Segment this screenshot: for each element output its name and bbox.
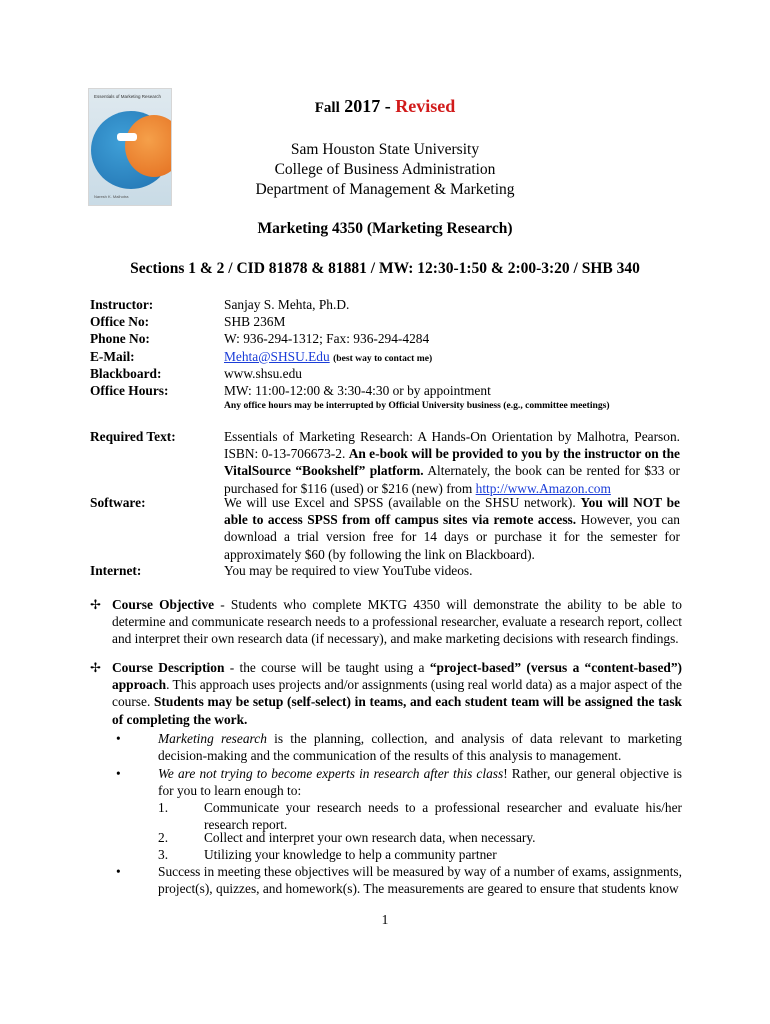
star-bullet-icon: ✢: [90, 660, 101, 675]
course-objective-body: [112, 596, 682, 648]
software-text-1: We will use Excel and SPSS (available on the SHSU network).: [224, 495, 576, 510]
item-number: 2.: [158, 830, 169, 845]
list-item-body: is the planning, collection, and analysis of data relevant to marketing decision-making and the communication of the results of this analysis to management.: [158, 731, 682, 764]
software-text-2: However, you can download a trial version free for 14 days or purchase it for the semester for approximately $60 (by following the link on Blackboard).: [224, 512, 680, 562]
semester-label: Fall: [314, 100, 340, 116]
phone-value: W: 936-294-1312; Fax: 936-294-4284: [224, 331, 430, 347]
bullet-dot-icon: •: [116, 766, 121, 781]
department-name: Department of Management & Marketing: [255, 181, 515, 198]
cover-title: Essentials of Marketing Research: [94, 94, 162, 99]
course-title: Marketing 4350 (Marketing Research): [257, 220, 513, 237]
internet-label: Internet:: [90, 563, 142, 578]
course-objective-title: Course Objective: [112, 597, 215, 612]
instructor-value: Sanjay S. Mehta, Ph.D.: [224, 297, 350, 312]
hours-note: Any office hours may be interrupted by Official University business (e.g., committee meetings): [224, 400, 610, 412]
office-value: SHB 236M: [224, 314, 286, 330]
course-description-text-2: . This approach uses projects and/or assignments (using real world data) as a major aspect of the course.: [112, 677, 682, 710]
course-description-title: Course Description: [112, 660, 225, 675]
college-name: College of Business Administration: [274, 161, 496, 178]
amazon-link[interactable]: http://www.Amazon.com: [475, 480, 611, 496]
instructor-label: Instructor:: [90, 297, 154, 312]
software-label: Software:: [90, 495, 146, 510]
course-description-body: [112, 659, 682, 728]
numbered-item-text: Utilizing your knowledge to help a community partner: [204, 847, 497, 862]
list-item-body: ! Rather, our general objective is for you to learn enough to:: [158, 766, 682, 799]
ebook-notice: An e-book will be provided to you by the instructor on the VitalSource “Bookshelf” platform.: [224, 446, 680, 479]
textbook-line: Essentials of Marketing Research: A Hands-On Orientation by Malhotra, Pearson.: [224, 429, 680, 444]
internet-body: You may be required to view YouTube videos.: [224, 563, 473, 578]
numbered-item: [158, 829, 682, 846]
semester-title: [0, 96, 770, 117]
sections-line: Sections 1 & 2 / CID 81878 & 81881 / MW: 12:30-1:50 & 2:00-3:20 / SHB 340: [130, 260, 640, 277]
revised-label: Revised: [395, 96, 456, 116]
numbered-item-text: Collect and interpret your own research data, when necessary.: [204, 830, 536, 845]
rental-info: Alternately, the book can be rented for $33 or purchased for $116 (used) or $216 (new) from: [224, 463, 681, 496]
team-notice: Students may be setup (self-select) in teams, and each student team will be assigned the task of completing the work.: [112, 694, 682, 727]
course-description-section: [90, 659, 682, 728]
star-bullet-icon: ✢: [90, 597, 101, 612]
institution-block: [0, 140, 770, 200]
course-description-text-1: - the course will be taught using a: [229, 660, 425, 675]
list-item: [112, 730, 682, 764]
cover-author: Naresh K. Malhotra: [94, 194, 129, 199]
list-item: [112, 765, 682, 799]
required-text-body: [224, 428, 680, 497]
list-item-italic: We are not trying to become experts in research after this class: [158, 766, 504, 781]
list-item-text: [158, 765, 682, 799]
course-objective-text: - Students who complete MKTG 4350 will demonstrate the ability to be able to determine and communicate research needs to a professional researcher, evaluate a research report, collect and interpret their own research data (if necessary), and make marketing decisions with research findings.: [112, 597, 682, 647]
list-item: [112, 863, 682, 897]
list-item-text: [158, 863, 682, 897]
list-item-text: [158, 730, 682, 764]
email-link[interactable]: Mehta@SHSU.Edu: [224, 348, 330, 364]
numbered-item-text: Communicate your research needs to a professional researcher and evaluate his/her research report.: [204, 800, 682, 833]
numbered-item: [158, 846, 682, 863]
course-objective-section: [90, 596, 682, 648]
software-body: [224, 494, 680, 563]
email-label: E-Mail:: [90, 348, 135, 364]
phone-label: Phone No:: [90, 331, 150, 347]
project-based-phrase: “project-based” (versus a “content-based”) approach: [112, 660, 683, 693]
hours-label: Office Hours:: [90, 382, 169, 398]
page-number: 1: [381, 912, 389, 927]
university-name: Sam Houston State University: [290, 141, 480, 158]
required-text-label: Required Text:: [90, 429, 176, 444]
software-warning: You will NOT be able to access SPSS from off campus sites via remote access.: [224, 495, 680, 528]
bullet-dot-icon: •: [116, 864, 121, 879]
list-item-body: Success in meeting these objectives will be measured by way of a number of exams, assignments, project(s), quizzes, and homework(s). The measurements are geared to ensure that students know: [158, 864, 682, 897]
isbn: ISBN: 0-13-706673-2.: [224, 446, 346, 462]
office-label: Office No:: [90, 314, 150, 330]
bullet-dot-icon: •: [116, 731, 121, 746]
list-item-italic: Marketing research: [158, 731, 267, 746]
item-number: 1.: [158, 800, 169, 815]
item-number: 3.: [158, 847, 169, 862]
blackboard-value: www.shsu.edu: [224, 365, 302, 381]
hours-value: MW: 11:00-12:00 & 3:30-4:30 or by appointment: [224, 382, 491, 398]
semester-year: 2017 -: [344, 96, 391, 116]
blackboard-label: Blackboard:: [90, 365, 162, 381]
email-note: (best way to contact me): [333, 352, 433, 364]
